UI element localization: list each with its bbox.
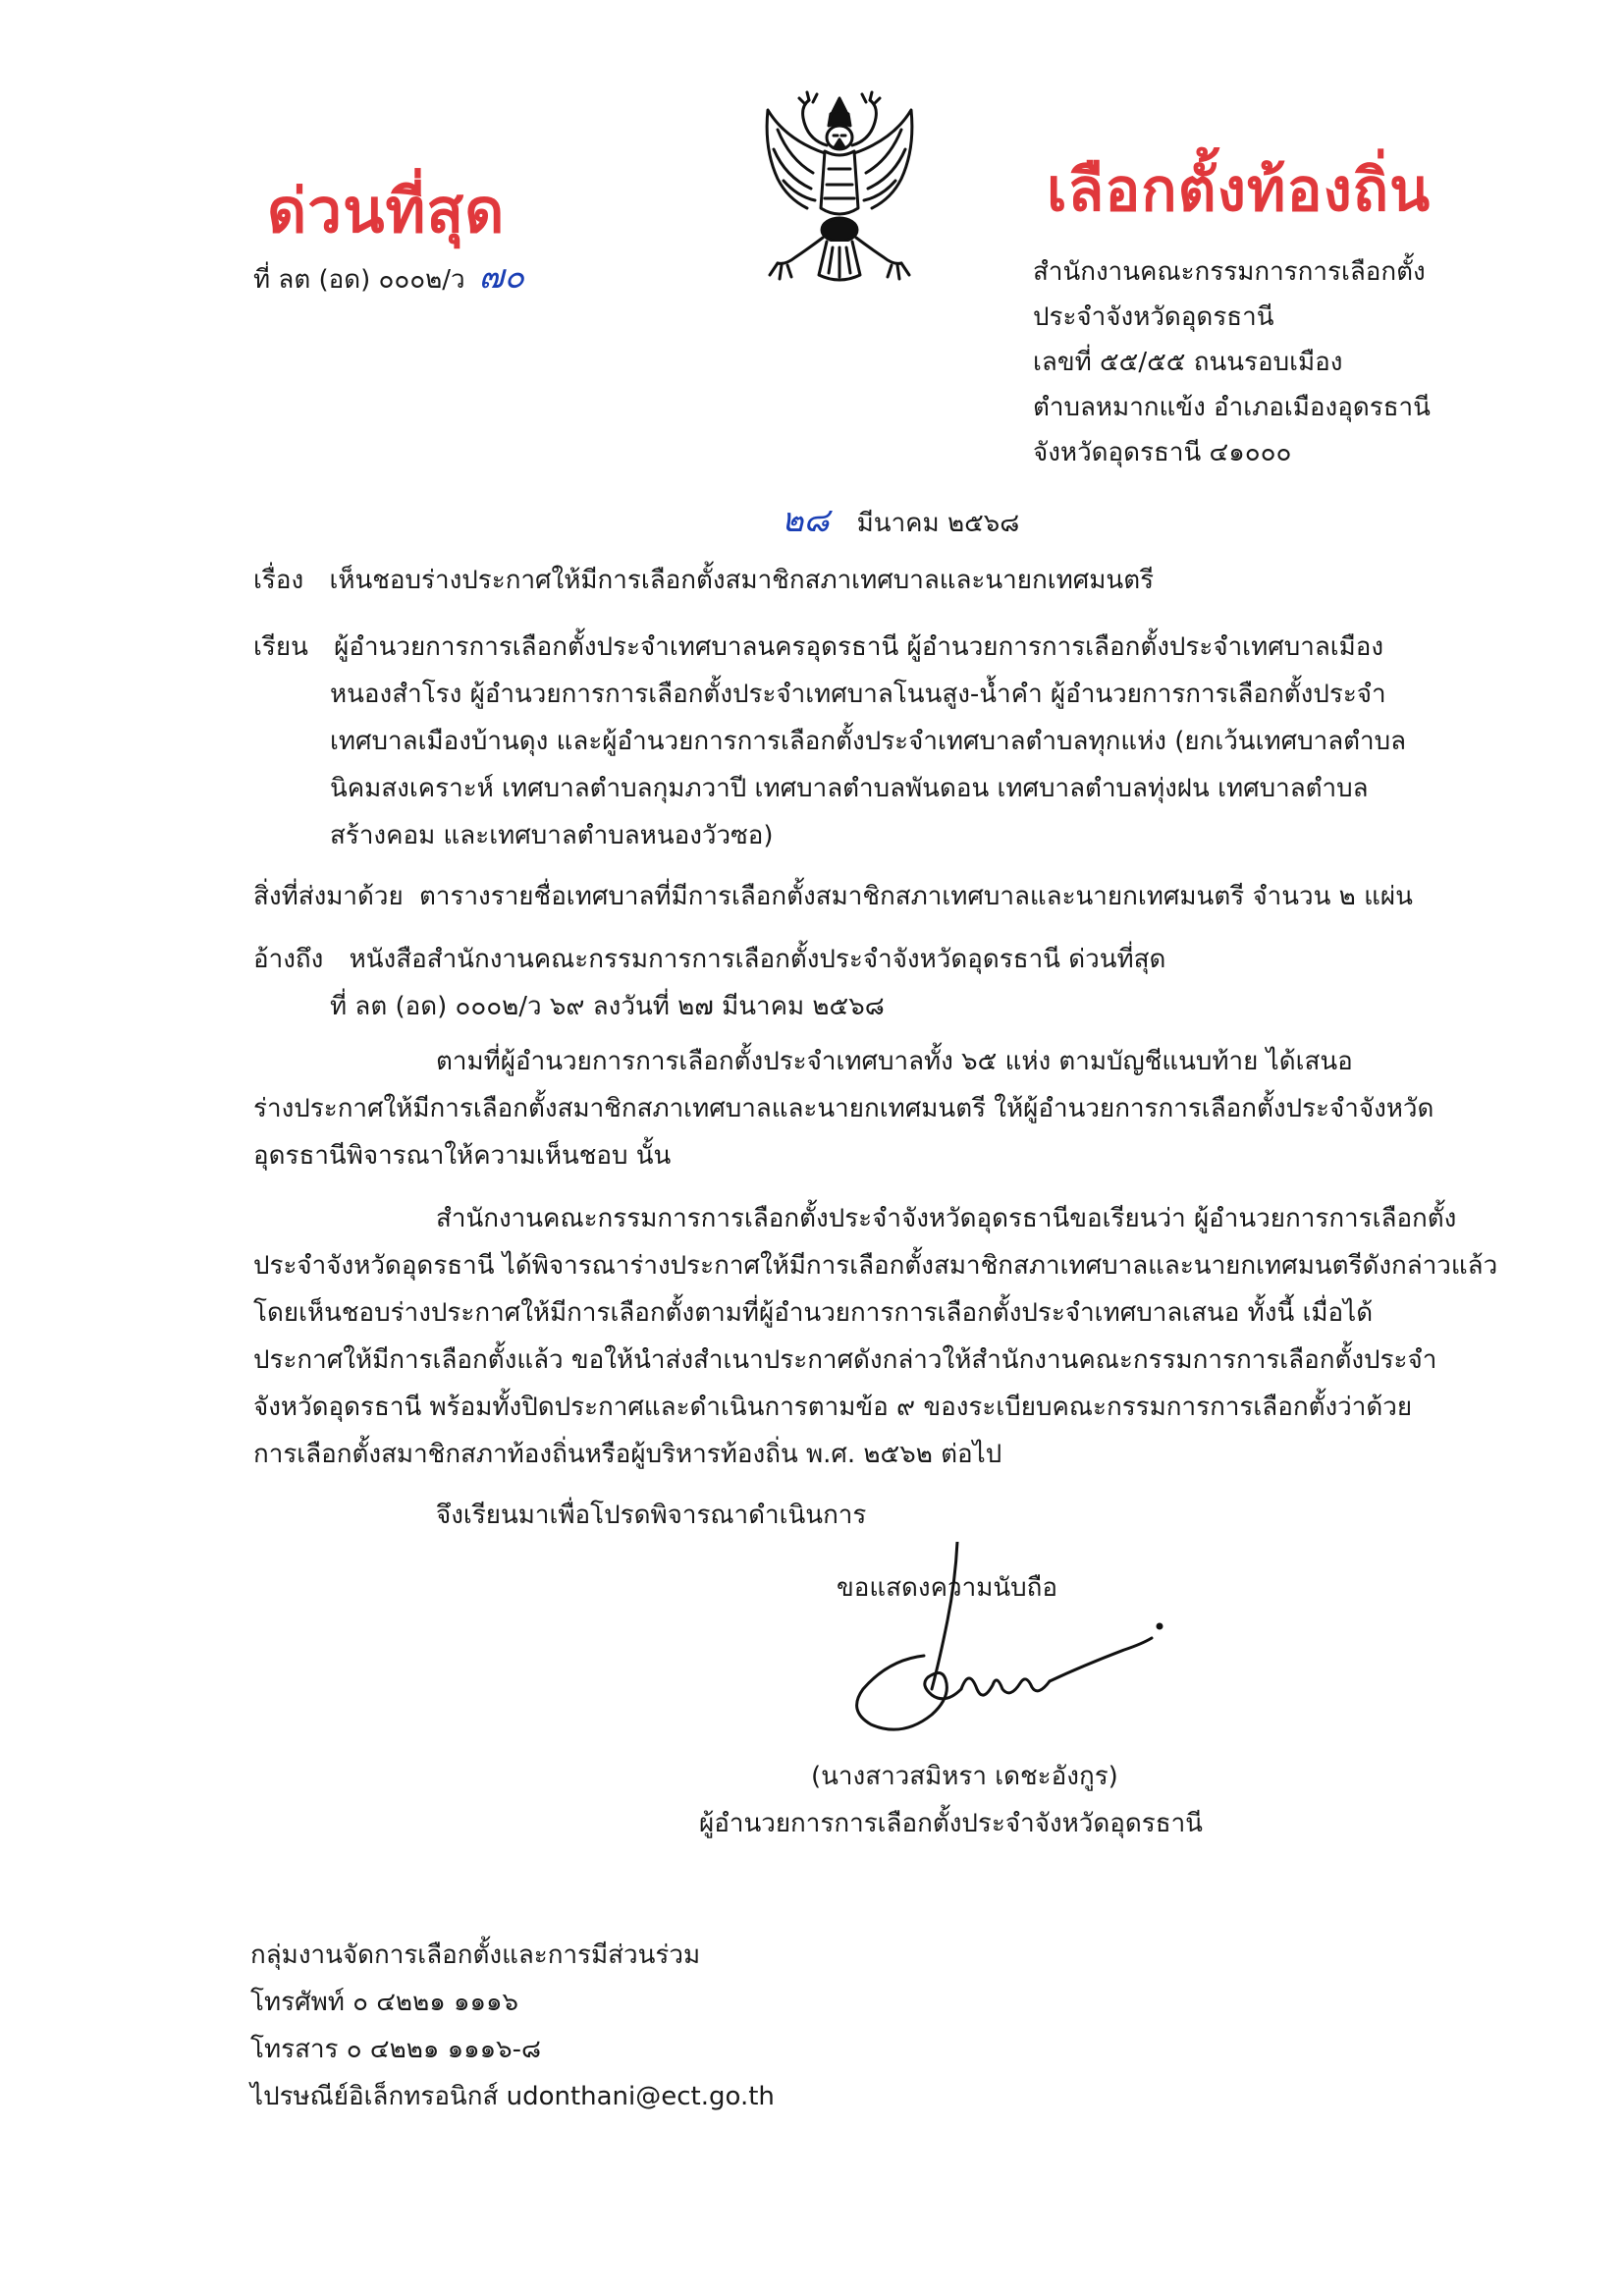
sender-address-line: ตำบลหมากแข้ง อำเภอเมืองอุดรธานี (1033, 393, 1431, 422)
body-paragraph-line: ร่างประกาศให้มีการเลือกตั้งสมาชิกสภาเทศบาลและนายกเทศมนตรี ให้ผู้อำนวยการการเลือกตั้งประจำจังหวัด (253, 1094, 1434, 1123)
enclosure-text: ตารางรายชื่อเทศบาลที่มีการเลือกตั้งสมาชิกสภาเทศบาลและนายกเทศมนตรี จำนวน ๒ แผ่น (419, 882, 1413, 911)
signatory-position: ผู้อำนวยการการเลือกตั้งประจำจังหวัดอุดรธานี (699, 1809, 1203, 1838)
recipient-text: ผู้อำนวยการการเลือกตั้งประจำเทศบาลนครอุดรธานี ผู้อำนวยการการเลือกตั้งประจำเทศบาลเมือง (334, 632, 1384, 662)
footer-phone: โทรศัพท์ ๐ ๔๒๒๑ ๑๑๑๖ (250, 1988, 518, 2017)
body-paragraph-line: สำนักงานคณะกรรมการการเลือกตั้งประจำจังหวัดอุดรธานีขอเรียนว่า ผู้อำนวยการการเลือกตั้ง (436, 1204, 1457, 1233)
document-number-prefix: ที่ ลต (อด) ๐๐๐๒/ว (253, 265, 465, 295)
reference-line (253, 945, 1165, 975)
date-day-handwritten: ๒๘ (782, 501, 830, 540)
sender-address-line: จังหวัดอุดรธานี ๔๑๐๐๐ (1033, 438, 1292, 467)
sender-address-line: เลขที่ ๕๕/๕๕ ถนนรอบเมือง (1033, 348, 1343, 377)
recipient-line (253, 632, 1383, 663)
subject-text: เห็นชอบร่างประกาศให้มีการเลือกตั้งสมาชิกสภาเทศบาลและนายกเทศมนตรี (329, 566, 1155, 595)
footer-department: กลุ่มงานจัดการเลือกตั้งและการมีส่วนร่วม (250, 1941, 701, 1970)
garuda-emblem-icon (756, 90, 923, 287)
subject-line (253, 566, 1154, 596)
body-paragraph-line: ตามที่ผู้อำนวยการการเลือกตั้งประจำเทศบาลทั้ง ๖๕ แห่ง ตามบัญชีแนบท้าย ได้เสนอ (436, 1047, 1353, 1076)
recipient-text: สร้างคอม และเทศบาลตำบลหนองวัวซอ) (330, 821, 774, 850)
recipient-text: หนองสำโรง ผู้อำนวยการการเลือกตั้งประจำเทศบาลโนนสูง-น้ำคำ ผู้อำนวยการการเลือกตั้งประจำ (330, 680, 1386, 709)
body-paragraph-line: โดยเห็นชอบร่างประกาศให้มีการเลือกตั้งตามที่ผู้อำนวยการการเลือกตั้งประจำเทศบาลเสนอ ทั้งนี้ เมื่อได้ (253, 1298, 1374, 1328)
reference-text: ที่ ลต (อด) ๐๐๐๒/ว ๖๙ ลงวันที่ ๒๗ มีนาคม ๒๕๖๘ (330, 992, 885, 1021)
reference-label: อ้างถึง (253, 945, 324, 974)
enclosure-line (253, 882, 1413, 912)
sender-address-line: สำนักงานคณะกรรมการการเลือกตั้ง (1033, 257, 1426, 287)
body-paragraph-line: การเลือกตั้งสมาชิกสภาท้องถิ่นหรือผู้บริหารท้องถิ่น พ.ศ. ๒๕๖๒ ต่อไป (253, 1440, 1002, 1469)
body-paragraph-line: ประกาศให้มีการเลือกตั้งแล้ว ขอให้นำส่งสำเนาประกาศดังกล่าวให้สำนักงานคณะกรรมการการเลือกตั้งประจำ (253, 1345, 1437, 1375)
recipient-label: เรียน (253, 632, 308, 662)
footer-fax: โทรสาร ๐ ๔๒๒๑ ๑๑๑๖-๘ (250, 2035, 542, 2064)
urgent-stamp: ด่วนที่สุด (267, 175, 506, 246)
recipient-text: เทศบาลเมืองบ้านดุง และผู้อำนวยการการเลือกตั้งประจำเทศบาลตำบลทุกแห่ง (ยกเว้นเทศบาลตำบล (330, 727, 1407, 756)
document-number (253, 257, 524, 298)
letter-date (782, 501, 1019, 541)
subject-label: เรื่อง (253, 566, 304, 595)
recipient-text: นิคมสงเคราะห์ เทศบาลตำบลกุมภวาปี เทศบาลตำบลพันดอน เทศบาลตำบลทุ่งฝน เทศบาลตำบล (330, 774, 1369, 803)
footer-email: ไปรษณีย์อิเล็กทรอนิกส์ udonthani@ect.go.th (250, 2082, 775, 2111)
enclosure-label: สิ่งที่ส่งมาด้วย (253, 882, 404, 911)
salutation: ขอแสดงความนับถือ (837, 1573, 1057, 1603)
reference-text: หนังสือสำนักงานคณะกรรมการการเลือกตั้งประจำจังหวัดอุดรธานี ด่วนที่สุด (349, 945, 1166, 974)
signatory-name: (นางสาวสมิหรา เดชะอังกูร) (811, 1762, 1118, 1791)
date-month-year: มีนาคม ๒๕๖๘ (856, 509, 1020, 538)
body-paragraph-line: ประจำจังหวัดอุดรธานี ได้พิจารณาร่างประกาศให้มีการเลือกตั้งสมาชิกสภาเทศบาลและนายกเทศมนตรีดังกล่าวแล้ว (253, 1251, 1498, 1281)
body-paragraph-line: อุดรธานีพิจารณาให้ความเห็นชอบ นั้น (253, 1141, 672, 1171)
sender-address-line: ประจำจังหวัดอุดรธานี (1033, 302, 1274, 332)
signature-scribble-icon (830, 1542, 1163, 1768)
body-paragraph-line: จังหวัดอุดรธานี พร้อมทั้งปิดประกาศและดำเนินการตามข้อ ๙ ของระเบียบคณะกรรมการการเลือกตั้งว่าด้วย (253, 1393, 1413, 1422)
closing-line: จึงเรียนมาเพื่อโปรดพิจารณาดำเนินการ (436, 1501, 867, 1530)
document-number-handwritten: ๗๐ (478, 257, 524, 297)
local-election-stamp: เลือกตั้งท้องถิ่น (1047, 156, 1432, 225)
